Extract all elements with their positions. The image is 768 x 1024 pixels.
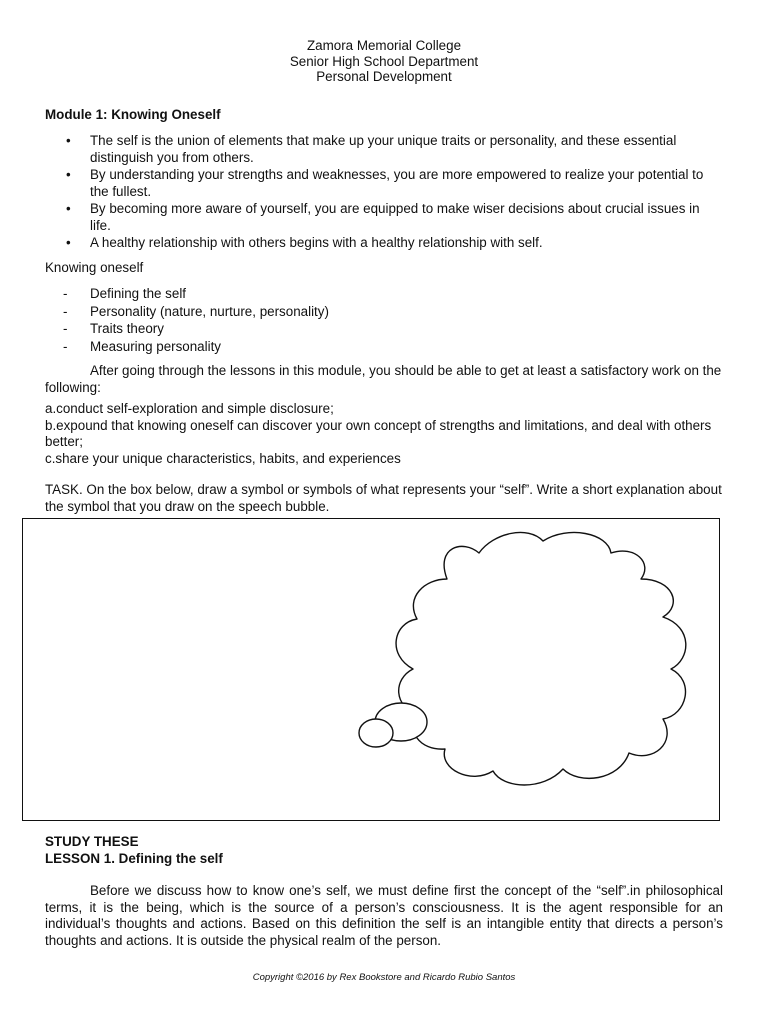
list-item: • The self is the union of elements that make up your unique traits or personality, and these essential distinguish you from others. xyxy=(90,133,723,166)
objectives-list xyxy=(45,401,723,467)
intro-paragraph: After going through the lessons in this module, you should be able to get at least a satisfactory work on the following: xyxy=(45,363,722,395)
key-points-list xyxy=(45,133,723,252)
objective-item: b.expound that knowing oneself can discover your own concept of strengths and limitations, and deal with others better; xyxy=(45,417,712,449)
document-header xyxy=(45,38,723,85)
copyright-footer: Copyright ©2016 by Rex Bookstore and Ricardo Rubio Santos xyxy=(252,972,516,983)
task-instructions: TASK. On the box below, draw a symbol or symbols of what represents your “self”. Write a short explanation about the symbol that you draw on the speech bubble. xyxy=(45,482,722,514)
department-name: Senior High School Department xyxy=(289,53,479,69)
list-item: - Traits theory xyxy=(90,321,723,338)
lesson-paragraph: Before we discuss how to know one’s self, we must define first the concept of the “self”.in philosophical terms, it is the being, which is the source of a person’s consciousness. It is the agent responsible for an individual’s thoughts and actions. Based on this definition the self is an intangible entity that directs a person’s thoughts and actions. It is outside the physical realm of the person. xyxy=(45,883,723,948)
thought-bubble-icon xyxy=(23,519,721,822)
list-item: - Measuring personality xyxy=(90,339,723,356)
list-item: • By becoming more aware of yourself, you are equipped to make wiser decisions about crucial issues in life. xyxy=(90,201,723,234)
list-item: • A healthy relationship with others begins with a healthy relationship with self. xyxy=(90,235,723,252)
college-name: Zamora Memorial College xyxy=(306,38,462,53)
lesson-title: LESSON 1. Defining the self xyxy=(45,850,223,866)
list-item: - Defining the self xyxy=(90,286,723,303)
list-item: • By understanding your strengths and weaknesses, you are more empowered to realize your potential to the fullest. xyxy=(90,167,723,200)
list-item: - Personality (nature, nurture, personality) xyxy=(90,304,723,321)
objective-item: a.conduct self-exploration and simple disclosure; xyxy=(45,401,334,416)
page-body xyxy=(45,38,723,515)
objective-item: c.share your unique characteristics, habits, and experiences xyxy=(45,450,401,466)
topics-list xyxy=(45,286,723,355)
drawing-box[interactable] xyxy=(22,518,720,821)
study-section xyxy=(45,834,723,949)
section-subheading: Knowing oneself xyxy=(45,259,144,275)
module-title: Module 1: Knowing Oneself xyxy=(45,106,221,122)
study-heading: STUDY THESE xyxy=(45,834,139,849)
subject-name: Personal Development xyxy=(316,69,452,84)
